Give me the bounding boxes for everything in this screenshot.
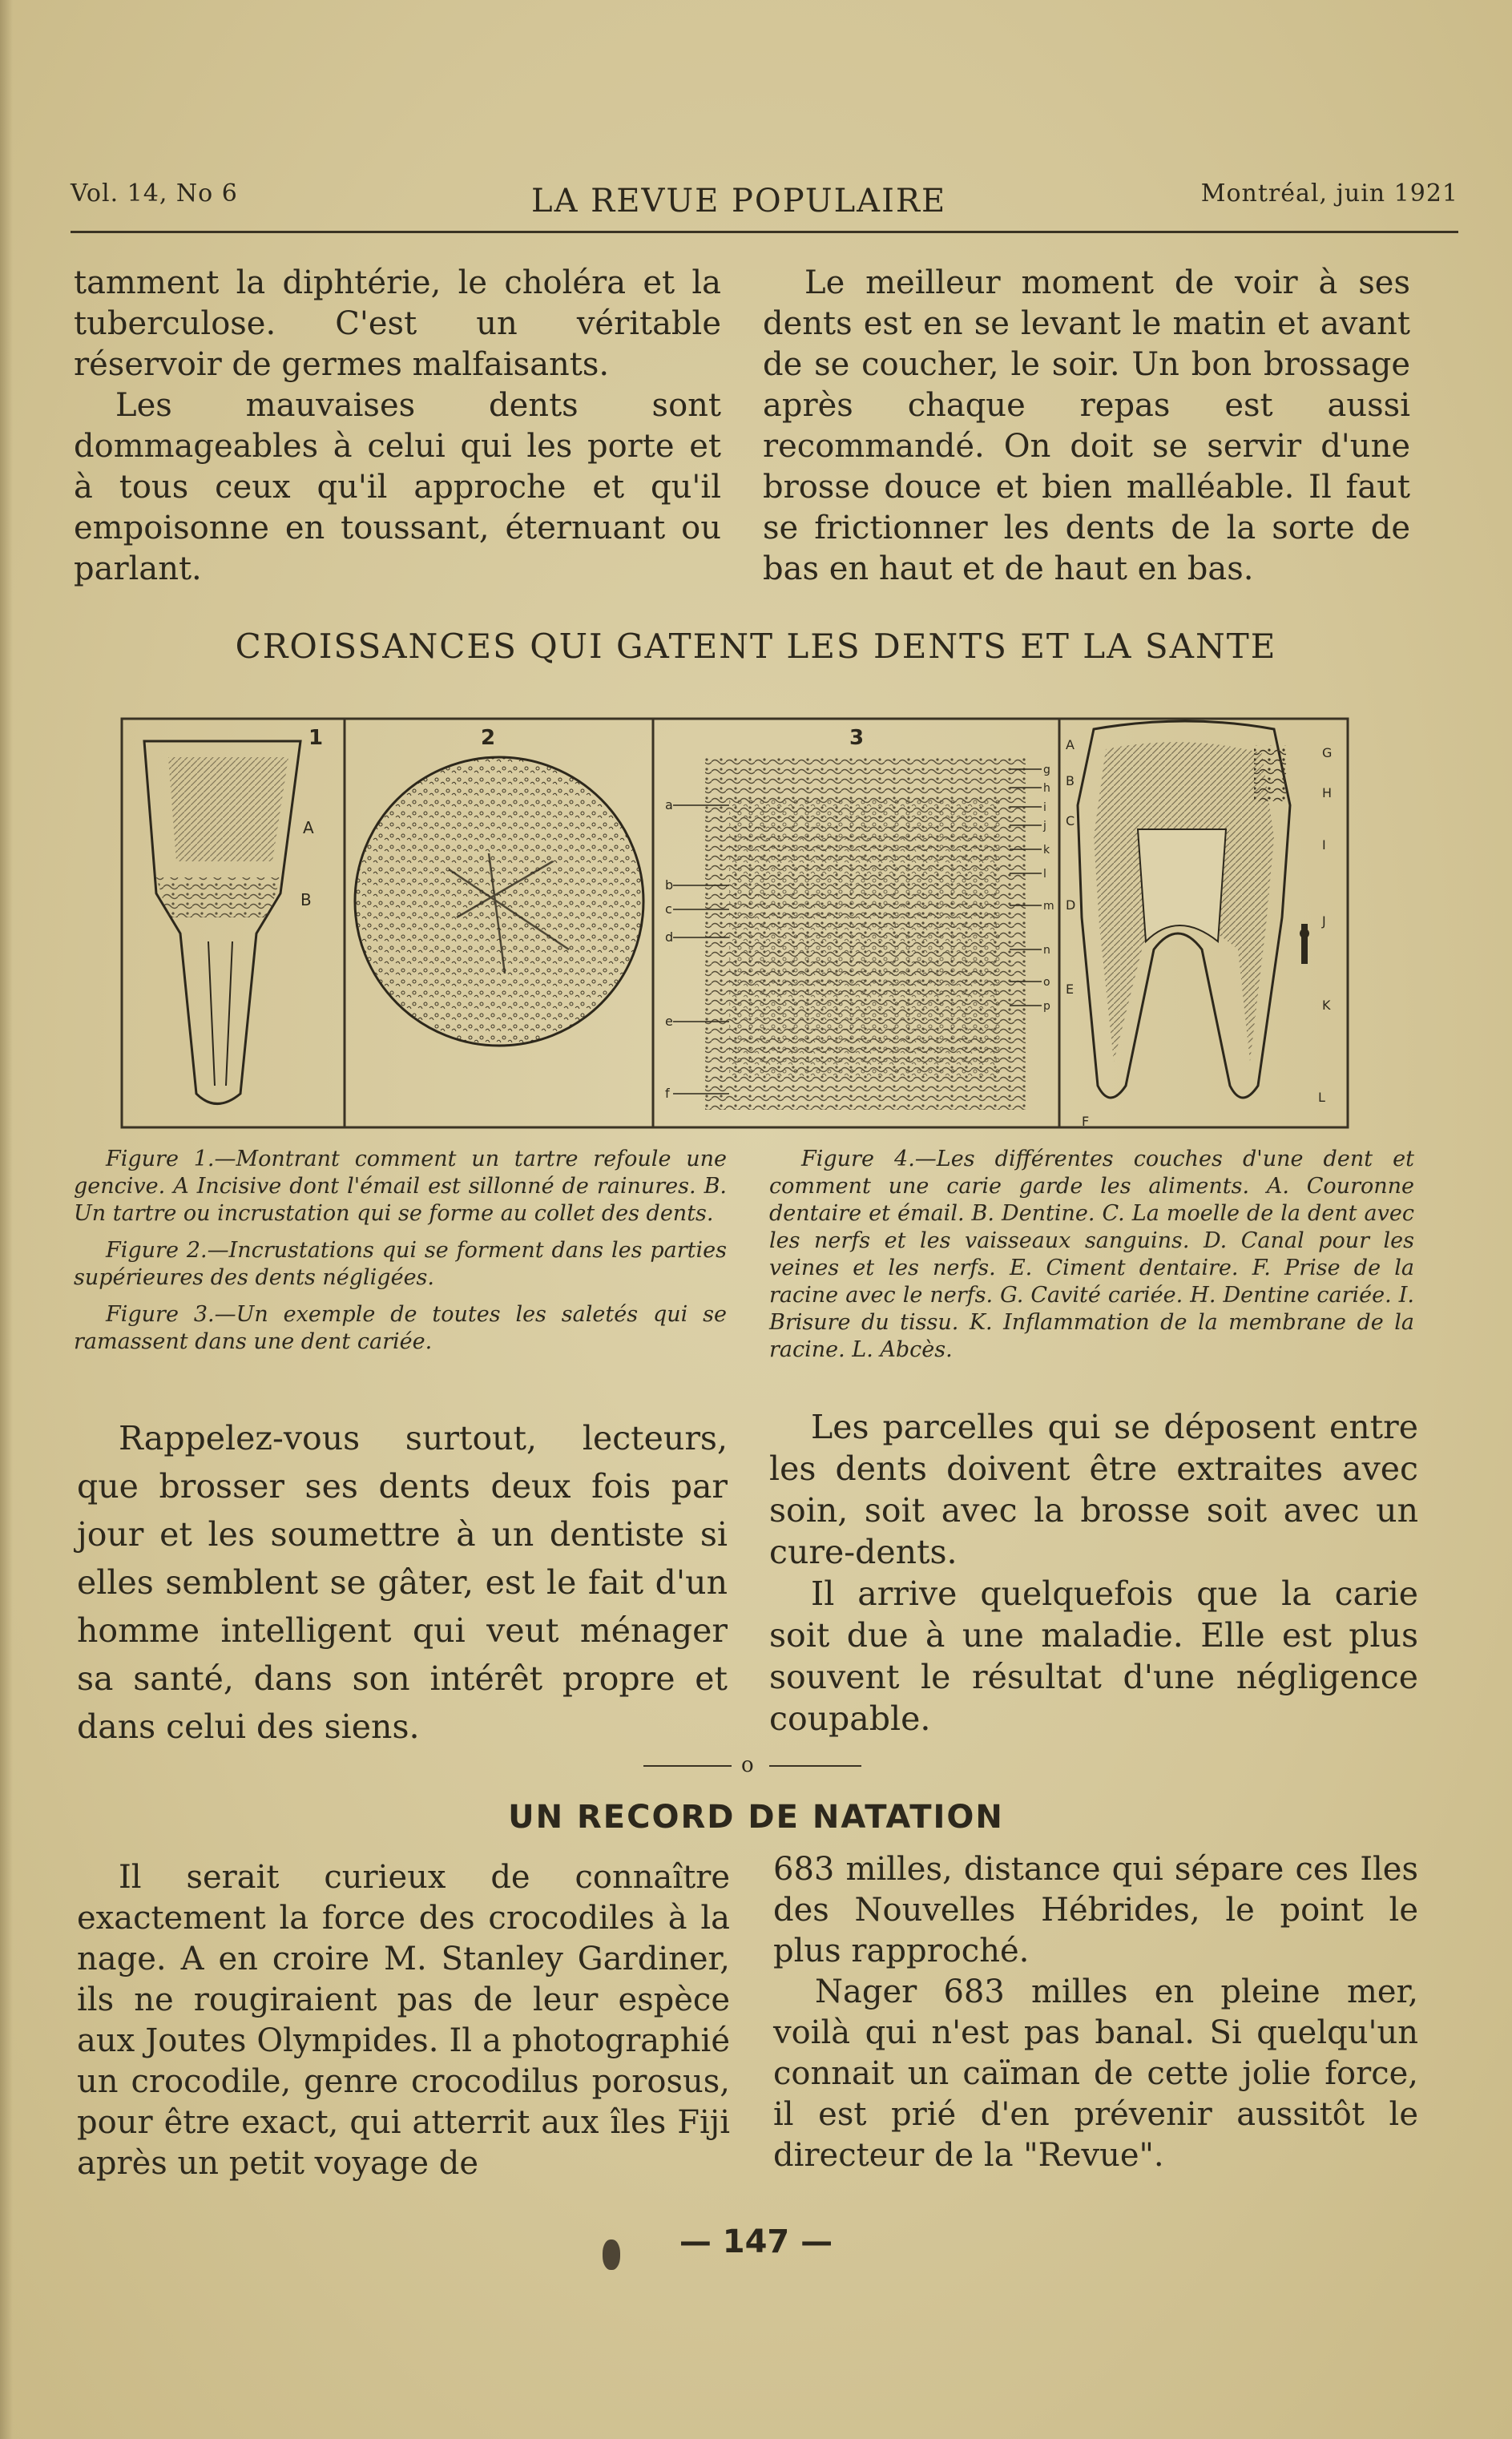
figure-letter: n	[1043, 944, 1050, 957]
figure-letter: a	[665, 797, 673, 812]
page-header	[71, 176, 1458, 224]
dental-illustration	[120, 709, 1350, 1134]
figure-3-carious-debris	[665, 757, 1054, 1110]
section-separator	[643, 1753, 861, 1777]
figure-caption: Figure 1.—Montrant comment un tartre refoule une gencive. A Incisive dont l'émail est sillonné de rainures. B. Un tartre ou incrustation qui se forme au collet des dents.	[74, 1147, 727, 1226]
figure-letter: E	[1066, 982, 1075, 997]
figure-letter: I	[1322, 837, 1326, 853]
paragraph: Rappelez-vous surtout, lecteurs, que brosser ses dents deux fois par jour et les soumettre à un dentiste si elles semblent se gâter, est le fait d'un homme intelligent qui veut ménager sa santé, dans son intérêt propre et dans celui des siens.	[77, 1419, 728, 1746]
page-number: — 147 —	[679, 2223, 833, 2260]
figure-4-molar-section	[1066, 721, 1332, 1129]
paragraph: Le meilleur moment de voir à ses dents est en se levant le matin et avant de se coucher, le soir. Un bon brossage après chaque repas est aussi recommandé. On doit se servir d'une brosse douce et bien malléable. Il faut se frictionner les dents de la sorte de bas en haut et de haut en bas.	[763, 264, 1410, 587]
header-rule	[71, 231, 1458, 233]
figure-letter: c	[665, 901, 672, 917]
figure-letter: f	[665, 1086, 670, 1101]
figure-letter: B	[1066, 773, 1075, 788]
middle-left-column	[77, 1414, 728, 1751]
figure-letter: H	[1322, 785, 1333, 800]
paragraph: Nager 683 milles en pleine mer, voilà qui n'est pas banal. Si quelqu'un connait un caïman de cette jolie force, il est prié d'en prévenir aussitôt le directeur de la "Revue".	[773, 1973, 1418, 2174]
volume-number: Vol. 14, No 6	[71, 179, 238, 208]
panel-number: 1	[308, 726, 324, 750]
figure-letter: o	[1043, 976, 1050, 989]
figure-letter: k	[1043, 844, 1050, 857]
figure-section-title: CROISSANCES QUI GATENT LES DENTS ET LA SANTE	[235, 627, 1277, 666]
middle-right-column	[769, 1406, 1418, 1740]
figure-letter: D	[1066, 897, 1076, 913]
figure-1-incisor	[144, 741, 314, 1104]
paragraph: 683 milles, distance qui sépare ces Iles des Nouvelles Hébrides, le point le plus rapproché.	[773, 1851, 1418, 1969]
figure-letter: A	[1066, 737, 1075, 752]
figure-letter: K	[1322, 998, 1331, 1013]
separator-line	[643, 1765, 732, 1767]
figure-letter: d	[665, 929, 674, 945]
figure-2-incrustations	[355, 757, 643, 1046]
magazine-title: LA REVUE POPULAIRE	[531, 183, 947, 220]
figure-letter: p	[1043, 1000, 1050, 1013]
figure-letter: B	[300, 890, 312, 909]
figure-letter: J	[1322, 913, 1326, 929]
separator-line	[769, 1765, 861, 1767]
figure-letter: e	[665, 1014, 673, 1029]
page-edge-shadow	[0, 0, 13, 2439]
paragraph: tamment la diphtérie, le choléra et la tuberculose. C'est un véritable réservoir de germes malfaisants.	[74, 264, 721, 383]
figure-letter: l	[1043, 868, 1046, 881]
bottom-right-column	[773, 1849, 1418, 2176]
figure-caption: Figure 4.—Les différentes couches d'une dent et comment une carie garde les aliments. A. Couronne dentaire et émail. B. Dentine. C. La moelle de la dent avec les nerfs et les vaisseaux sanguins. D. Canal pour les veines et les nerfs. E. Ciment dentaire. F. Prise de la racine avec le nerfs. G. Cavité cariée. H. Dentine cariée. I. Brisure du tissu. K. Inflammation de la membrane de la racine. L. Abcès.	[769, 1147, 1414, 1362]
panel-number: 2	[481, 726, 496, 750]
figure-letter: m	[1043, 900, 1054, 913]
figure-letter: L	[1318, 1090, 1325, 1105]
panel-number: 3	[849, 726, 865, 750]
dental-illustration-panel	[120, 709, 1350, 1134]
figure-caption: Figure 3.—Un exemple de toutes les saletés qui se ramassent dans une dent cariée.	[74, 1302, 727, 1354]
paragraph: Les parcelles qui se déposent entre les dents doivent être extraites avec soin, soit avec la brosse soit avec un cure-dents.	[769, 1408, 1418, 1571]
place-date: Montréal, juin 1921	[1200, 179, 1458, 208]
paragraph: Il serait curieux de connaître exactement la force des crocodiles à la nage. A en croire M. Stanley Gardiner, ils ne rougiraient pas de leur espèce aux Joutes Olympides. Il a photographié un crocodile, genre crocodilus porosus, pour être exact, qui atterrit aux îles Fiji après un petit voyage de	[77, 1859, 730, 2182]
figure-letter: b	[665, 877, 674, 893]
article-title: UN RECORD DE NATATION	[508, 1799, 1004, 1836]
figure-letter: A	[303, 818, 314, 837]
figure-letter: j	[1043, 820, 1046, 832]
figure-captions-right	[769, 1146, 1414, 1373]
bottom-left-column	[77, 1857, 730, 2184]
figure-letter: g	[1043, 764, 1050, 776]
figure-letter: F	[1082, 1114, 1090, 1129]
paragraph: Les mauvaises dents sont dommageables à celui qui les porte et à tous ceux qu'il approche et qu'il empoisonne en toussant, éternuant ou parlant.	[74, 387, 721, 587]
figure-letter: h	[1043, 782, 1050, 795]
separator-mark: o	[741, 1753, 754, 1777]
figure-letter: G	[1322, 745, 1333, 760]
figure-caption: Figure 2.—Incrustations qui se forment dans les parties supérieures des dents négligées.	[74, 1238, 727, 1290]
figure-letter: i	[1043, 801, 1046, 814]
top-left-column	[74, 263, 721, 590]
figure-captions-left	[74, 1146, 727, 1365]
figure-letter: C	[1066, 813, 1075, 828]
paragraph: Il arrive quelquefois que la carie soit due à une maladie. Elle est plus souvent le résultat d'une négligence coupable.	[769, 1574, 1418, 1738]
top-right-column	[763, 263, 1410, 590]
